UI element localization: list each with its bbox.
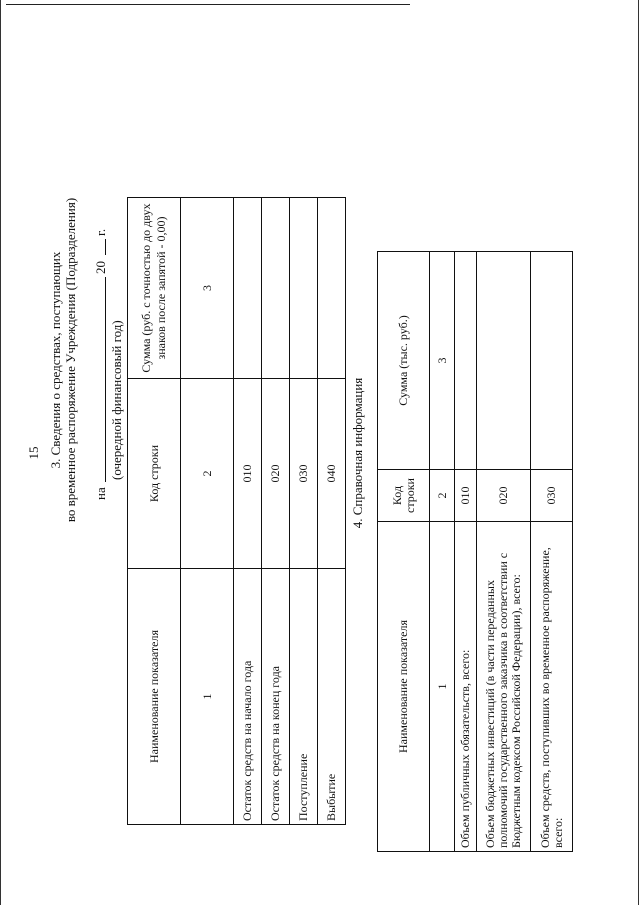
- header-cell: Наименование показателя: [128, 569, 181, 825]
- header-cell: Сумма (руб. с точностью до двух знаков после запятой - 0,00): [128, 198, 181, 379]
- row-name: Поступление: [290, 569, 318, 825]
- row-sum[interactable]: [531, 252, 573, 470]
- row-name: Объем публичных обязательств, всего:: [455, 522, 477, 852]
- section3-title-line1: 3. Сведения о средствах, поступающих: [48, 251, 63, 469]
- table-row: [262, 198, 290, 825]
- table-header-row: [378, 252, 430, 852]
- section4-table: [377, 251, 573, 852]
- row-code: 010: [455, 470, 477, 522]
- column-number: 3: [430, 252, 455, 470]
- page-number: 15: [26, 446, 41, 460]
- column-number-row: [430, 252, 455, 852]
- row-sum[interactable]: [290, 198, 318, 379]
- row-code: 030: [531, 470, 573, 522]
- row-sum[interactable]: [477, 252, 531, 470]
- column-number: 3: [181, 198, 234, 379]
- table-row: [290, 198, 318, 825]
- section4-title: 4. Справочная информация: [350, 377, 365, 529]
- year-note: (очередной финансовый год): [109, 320, 124, 480]
- table-header-row: [128, 198, 181, 825]
- year-mid: 20: [93, 261, 108, 274]
- row-code: 030: [290, 379, 318, 569]
- row-name: Объем бюджетных инвестиций (в части переданных полномочий государственного заказчика в соответствии с Бюджетным кодексом Российской Федерации), всего:: [477, 522, 531, 852]
- row-name: Остаток средств на конец года: [262, 569, 290, 825]
- row-name: Остаток средств на начало года: [234, 569, 262, 825]
- section3-table: [127, 197, 346, 825]
- row-sum[interactable]: [234, 198, 262, 379]
- section3-title: [48, 150, 78, 570]
- table-row: [477, 252, 531, 852]
- table-row: [318, 198, 346, 825]
- row-name: Объем средств, поступивших во временное распоряжение, всего:: [531, 522, 573, 852]
- table-row: [531, 252, 573, 852]
- row-sum[interactable]: [455, 252, 477, 470]
- column-number: 1: [181, 569, 234, 825]
- header-cell: Наименование показателя: [378, 522, 430, 852]
- row-sum[interactable]: [262, 198, 290, 379]
- row-name: Выбытие: [318, 569, 346, 825]
- year-prefix: на: [93, 487, 108, 500]
- row-code: 020: [262, 379, 290, 569]
- column-number: 2: [181, 379, 234, 569]
- year-blank-line: [105, 277, 106, 482]
- section3-title-line2: во временное распоряжение Учреждения (Подразделения): [63, 197, 78, 523]
- column-number: 2: [430, 470, 455, 522]
- year-suffix: г.: [93, 228, 108, 236]
- header-cell: Код строки: [378, 470, 430, 522]
- row-code: 020: [477, 470, 531, 522]
- table-row: [455, 252, 477, 852]
- row-code: 010: [234, 379, 262, 569]
- row-sum[interactable]: [318, 198, 346, 379]
- column-number-row: [181, 198, 234, 825]
- header-cell: Код строки: [128, 379, 181, 569]
- year-short-blank: [105, 239, 106, 255]
- row-code: 040: [318, 379, 346, 569]
- section3-year-line: [93, 150, 109, 570]
- table-row: [234, 198, 262, 825]
- column-number: 1: [430, 522, 455, 852]
- header-cell: Сумма (тыс. руб.): [378, 252, 430, 470]
